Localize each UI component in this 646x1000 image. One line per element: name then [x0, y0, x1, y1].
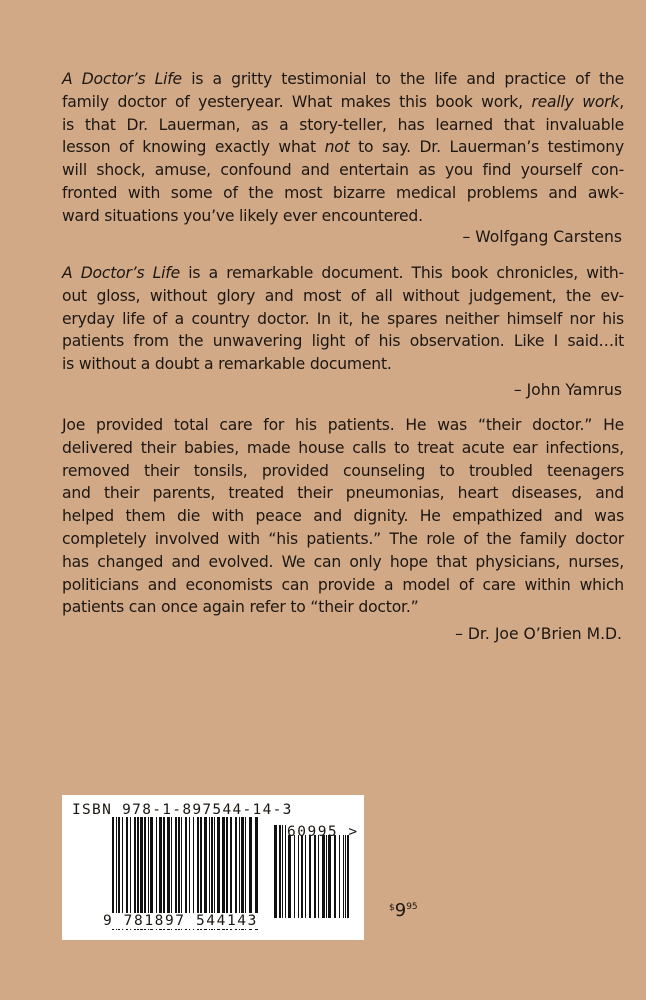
blurb-line [62, 159, 624, 182]
barcode-bar [339, 835, 340, 918]
blurb-3 [62, 414, 624, 619]
blurb-line [62, 308, 624, 331]
text: , [619, 92, 624, 111]
blurb-line [62, 482, 624, 505]
text: and their parents, treated their pneumonias, heart diseases, and [62, 484, 624, 503]
attribution-2: – John Yamrus [513, 381, 622, 399]
text: eryday life of a country doctor. In it, he spares neither himself nor his [62, 309, 624, 328]
text: is that Dr. Lauerman, as a story-teller, has learned that invaluable [62, 115, 624, 134]
barcode-bar [334, 835, 336, 918]
barcode-bar [294, 835, 295, 918]
isbn-barcode [62, 795, 364, 940]
text: Joe provided total care for his patients. He was “their doctor.” He [62, 416, 624, 434]
price [389, 900, 418, 921]
text: delivered their babies, made house calls to treat acute ear infections, [62, 438, 624, 457]
text: to say. Dr. Lauerman’s testimony [349, 138, 624, 157]
italic-text: A Doctor’s Life [62, 264, 180, 282]
barcode-bar [322, 835, 325, 918]
text: ward situations you’ve likely ever encountered. [62, 206, 423, 225]
text: out gloss, without glory and most of all without judgement, the ev- [62, 286, 624, 305]
price-currency: $ [389, 903, 395, 913]
barcode-bar [328, 835, 331, 918]
blurb-line [62, 285, 624, 308]
blurb-line [62, 68, 624, 91]
barcode-bar [301, 835, 303, 918]
barcode-digits: 9 781897 544143 [103, 913, 258, 929]
text: is a gritty testimonial to the life and practice of the [181, 70, 624, 88]
blurb-line [62, 136, 624, 159]
text: family doctor of yesteryear. What makes this book work, [62, 92, 532, 111]
barcode-bar [274, 825, 277, 918]
barcode-bar [305, 835, 306, 918]
barcode-bar [279, 825, 281, 918]
blurb-line [62, 574, 624, 597]
text: politicians and economists can provide a model of care within which [62, 575, 624, 594]
barcode-bar [314, 835, 316, 918]
barcode-bar [309, 835, 311, 918]
barcode-bar [288, 835, 291, 918]
barcode-bar [345, 835, 346, 918]
italic-text: A Doctor’s Life [62, 70, 182, 88]
blurb-line [62, 596, 624, 619]
text: will shock, amuse, confound and entertain as you find yourself con- [62, 161, 624, 180]
text: has changed and evolved. We can only hope that physicians, nurses, [62, 552, 624, 571]
blurb-line [62, 505, 624, 528]
price-addon-code: 60995 > [287, 824, 359, 840]
blurb-line [62, 528, 624, 551]
blurb-line [62, 182, 624, 205]
blurb-line [62, 414, 624, 437]
blurb-line [62, 353, 624, 376]
text: removed their tonsils, provided counseling to troubled teenagers [62, 461, 624, 480]
blurb-line [62, 437, 624, 460]
price-cents: 95 [406, 902, 418, 912]
text: is a remarkable document. This book chronicles, with- [179, 264, 624, 282]
blurb-line [62, 91, 624, 114]
barcode-bar [285, 825, 286, 918]
text: helped them die with peace and dignity. He empathized and was [62, 507, 624, 526]
barcode-bar [282, 825, 283, 918]
barcode-bar [318, 835, 319, 918]
barcode-bar [326, 835, 327, 918]
blurb-line [62, 205, 624, 228]
italic-text: not [324, 138, 350, 157]
barcode-bar [298, 835, 299, 918]
attribution-3: – Dr. Joe O’Brien M.D. [455, 625, 622, 643]
blurb-line [62, 330, 624, 353]
text: patients can once again refer to “their doctor.” [62, 598, 419, 617]
blurb-line [62, 262, 624, 285]
blurb-2 [62, 262, 624, 376]
attribution-1: – Wolfgang Carstens [462, 228, 622, 246]
text: patients from the unwavering light of his observation. Like I said…it [62, 332, 624, 351]
text: fronted with some of the most bizarre medical problems and awk- [62, 183, 624, 202]
text: lesson of knowing exactly what [62, 138, 325, 157]
barcode-bar [347, 835, 349, 918]
text: completely involved with “his patients.” The role of the family doctor [62, 529, 624, 548]
blurb-line [62, 551, 624, 574]
blurb-line [62, 114, 624, 137]
blurb-line [62, 460, 624, 483]
isbn-label: ISBN 978-1-897544-14-3 [72, 802, 293, 818]
price-dollars: 9 [394, 900, 407, 921]
italic-text: really work [531, 92, 620, 111]
blurb-1 [62, 68, 624, 228]
barcode-bar [343, 835, 344, 918]
text: is without a doubt a remarkable document. [62, 355, 392, 374]
